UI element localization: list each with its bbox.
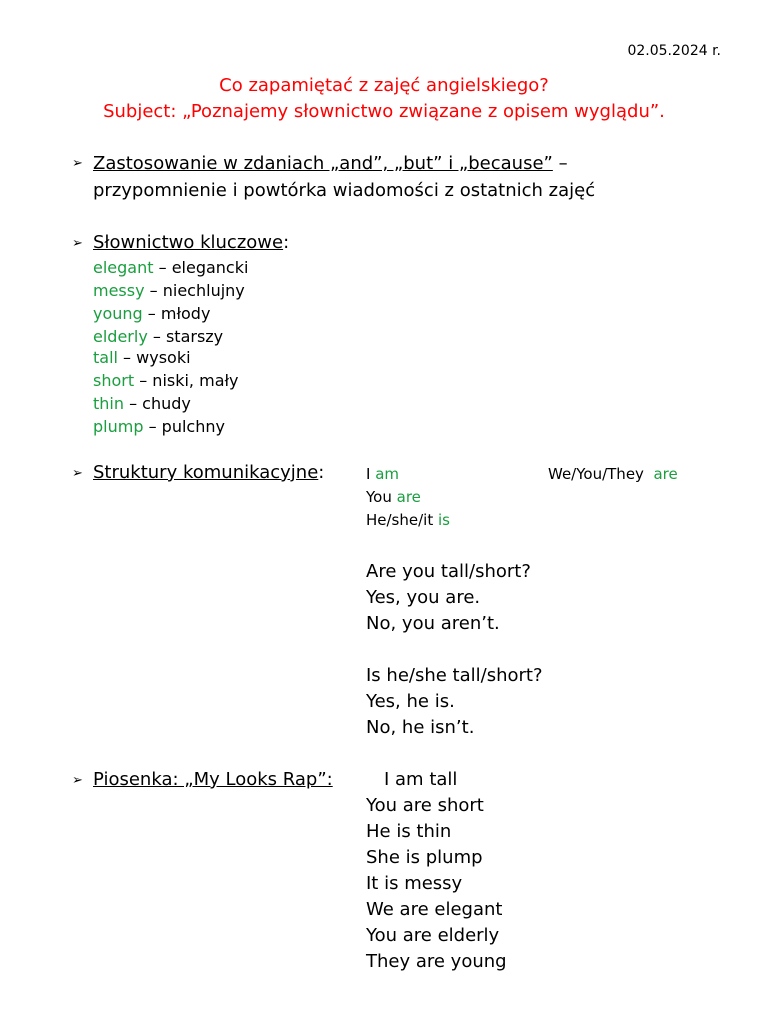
vocab-item bbox=[93, 281, 245, 300]
vocab-pl: – wysoki bbox=[117, 348, 191, 367]
lyric-line: They are young bbox=[366, 951, 507, 972]
vocab-item bbox=[93, 417, 225, 436]
vocab-en: elderly bbox=[93, 327, 148, 346]
section-1-line-2: przypomnienie i powtórka wiadomości z ostatnich zajęć bbox=[93, 180, 596, 201]
dialog-line: Is he/she tall/short? bbox=[366, 665, 543, 686]
dialog-line: Yes, he is. bbox=[366, 691, 455, 712]
vocab-pl: – chudy bbox=[124, 394, 191, 413]
form-subject: He/she/it bbox=[366, 511, 438, 529]
bullet-arrow-icon: ➢ bbox=[72, 236, 83, 251]
bullet-arrow-icon: ➢ bbox=[72, 156, 83, 171]
vocab-item bbox=[93, 327, 223, 346]
section-1-heading bbox=[93, 153, 568, 174]
form-you-are bbox=[366, 488, 421, 506]
vocab-en: thin bbox=[93, 394, 124, 413]
date: 02.05.2024 r. bbox=[627, 43, 721, 59]
section-2-heading bbox=[93, 232, 289, 253]
title-line-2: Subject: „Poznajemy słownictwo związane z opisem wyglądu”. bbox=[103, 101, 665, 122]
dialog-line: Are you tall/short? bbox=[366, 561, 531, 582]
section-3-heading-text: Struktury komunikacyjne bbox=[93, 462, 319, 483]
vocab-item bbox=[93, 258, 248, 277]
form-verb: are bbox=[396, 488, 421, 506]
section-1-heading-text: Zastosowanie w zdaniach „and”, „but” i „because” bbox=[93, 153, 553, 174]
vocab-en: young bbox=[93, 304, 143, 323]
section-2-colon: : bbox=[283, 232, 290, 253]
section-1-dash: – bbox=[552, 153, 568, 174]
form-i-am bbox=[366, 465, 399, 483]
form-verb: is bbox=[437, 511, 450, 529]
lyric-line: You are elderly bbox=[366, 925, 500, 946]
lyric-line: We are elegant bbox=[366, 899, 503, 920]
section-4-heading: Piosenka: „My Looks Rap”: bbox=[93, 769, 333, 790]
form-subject: You bbox=[366, 488, 397, 506]
bullet-arrow-icon: ➢ bbox=[72, 773, 83, 788]
lyric-line: She is plump bbox=[366, 847, 483, 868]
vocab-pl: – starszy bbox=[147, 327, 224, 346]
vocab-item bbox=[93, 304, 210, 323]
vocab-item bbox=[93, 371, 239, 390]
vocab-en: messy bbox=[93, 281, 145, 300]
vocab-pl: – pulchny bbox=[143, 417, 225, 436]
vocab-item bbox=[93, 394, 191, 413]
vocab-en: short bbox=[93, 371, 135, 390]
dialog-line: No, he isn’t. bbox=[366, 717, 475, 738]
form-verb: am bbox=[375, 465, 400, 483]
form-subject: We/You/They bbox=[548, 465, 654, 483]
bullet-arrow-icon: ➢ bbox=[72, 466, 83, 481]
lyric-line: It is messy bbox=[366, 873, 463, 894]
form-he-she-it-is bbox=[366, 511, 450, 529]
section-3-heading bbox=[93, 462, 324, 483]
vocab-pl: – elegancki bbox=[153, 258, 249, 277]
form-subject: I bbox=[366, 465, 376, 483]
vocab-pl: – niski, mały bbox=[134, 371, 239, 390]
section-2-heading-text: Słownictwo kluczowe bbox=[93, 232, 284, 253]
dialog-line: No, you aren’t. bbox=[366, 613, 500, 634]
dialog-line: Yes, you are. bbox=[366, 587, 481, 608]
title-line-1: Co zapamiętać z zajęć angielskiego? bbox=[219, 75, 549, 96]
vocab-pl: – młody bbox=[142, 304, 211, 323]
lyric-line: You are short bbox=[366, 795, 484, 816]
section-3-colon: : bbox=[318, 462, 325, 483]
vocab-pl: – niechlujny bbox=[144, 281, 245, 300]
lyric-line: I am tall bbox=[384, 769, 458, 790]
vocab-en: tall bbox=[93, 348, 118, 367]
lyric-line: He is thin bbox=[366, 821, 452, 842]
form-we-you-they-are bbox=[548, 465, 678, 483]
vocab-item bbox=[93, 348, 191, 367]
vocab-en: elegant bbox=[93, 258, 154, 277]
vocab-en: plump bbox=[93, 417, 144, 436]
form-verb: are bbox=[653, 465, 678, 483]
